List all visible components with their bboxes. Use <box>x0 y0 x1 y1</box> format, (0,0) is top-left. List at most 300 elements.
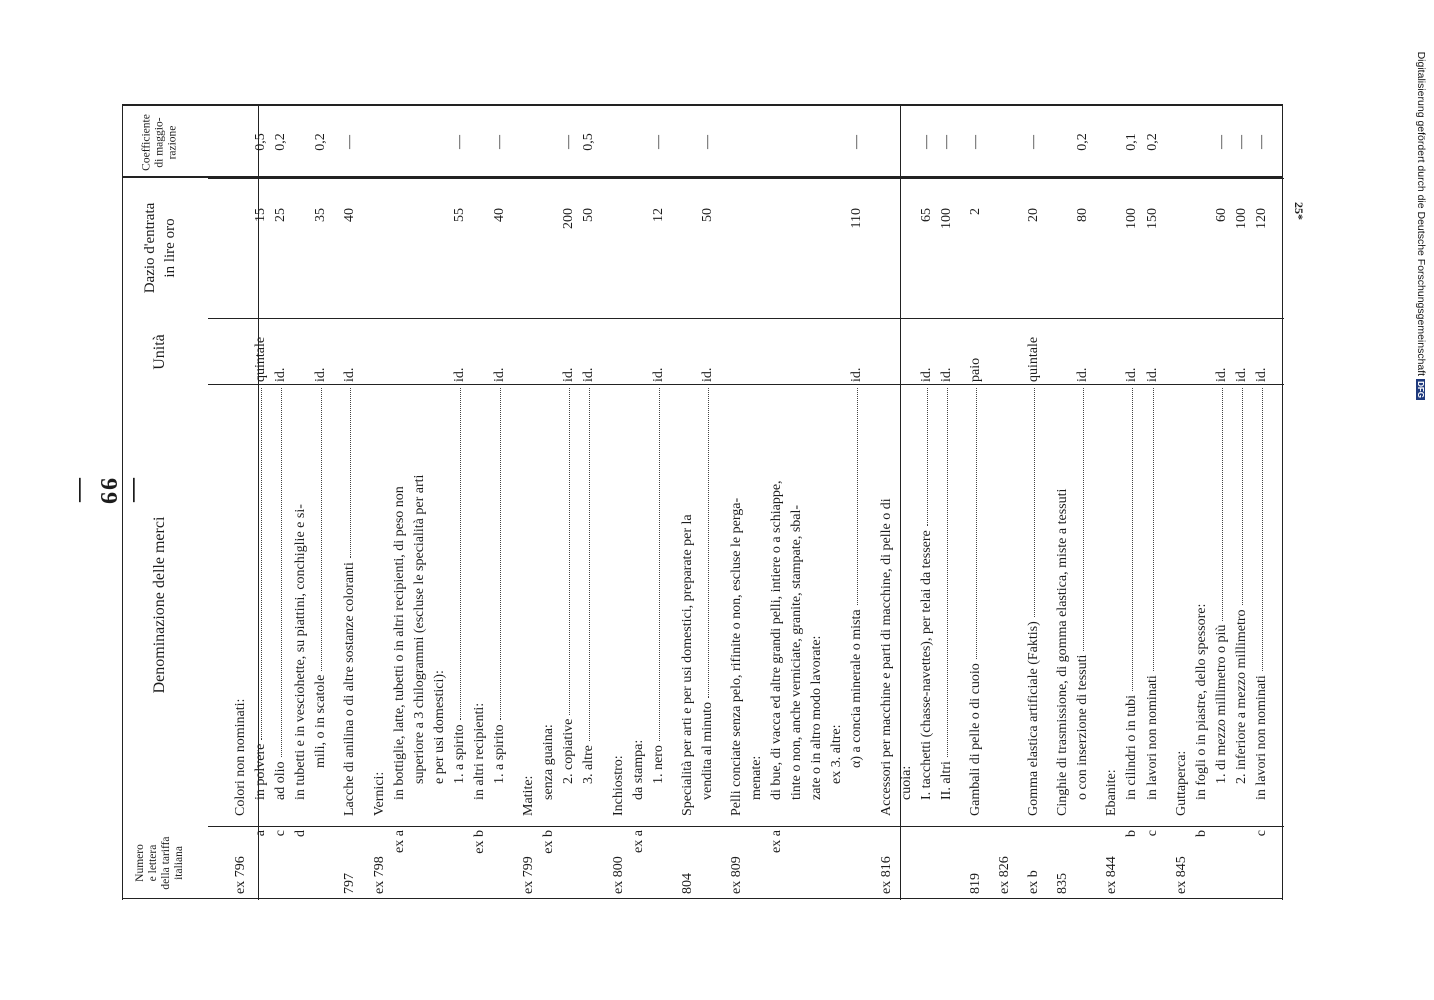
tariff-number-text: ex 816 <box>878 856 894 894</box>
tariff-number-text: 819 <box>967 873 983 894</box>
signature-mark: 25* <box>1292 202 1307 220</box>
coefficient-value <box>1234 118 1250 166</box>
goods-description-text: menate: <box>749 755 765 800</box>
tariff-number <box>997 830 1013 894</box>
duty-value <box>1124 208 1140 288</box>
coefficient-value-text: — <box>1213 135 1229 149</box>
unit-value <box>253 322 269 382</box>
tariff-number-text: ex a <box>630 830 646 853</box>
goods-description-text: in altri recipienti: <box>471 702 487 800</box>
unit-value-text: quintale <box>253 336 269 382</box>
unit-value <box>700 322 716 382</box>
tariff-number-text: d <box>293 830 309 837</box>
unit-value-text: id. <box>451 367 467 382</box>
dot-leader <box>589 388 590 741</box>
coefficient-value <box>939 118 955 166</box>
coefficient-value <box>581 118 597 166</box>
goods-description <box>452 388 468 784</box>
tariff-number-text: b <box>1193 830 1209 837</box>
duty-value-text: 35 <box>313 208 329 222</box>
goods-description <box>1214 388 1230 784</box>
goods-description-text: in cilindri o in tubi <box>1124 695 1140 800</box>
goods-description <box>1145 388 1161 800</box>
goods-description-text: in lavori non nominati <box>1144 675 1160 800</box>
coefficient-value-text: 0,2 <box>313 133 329 151</box>
goods-description-text: 1. di mezzo millimetro o più <box>1213 624 1229 784</box>
digitization-credit <box>1414 8 1428 400</box>
tariff-number <box>233 830 249 894</box>
duty-value-text: 65 <box>918 208 934 222</box>
unit-value-text: id. <box>918 367 934 382</box>
coefficient-value <box>1075 118 1091 166</box>
tariff-number <box>611 830 627 894</box>
goods-description <box>1104 388 1120 816</box>
column-rule <box>1282 104 1283 900</box>
tariff-number <box>342 830 358 894</box>
coefficient-value-text: — <box>1026 135 1042 149</box>
dot-leader <box>926 388 927 526</box>
goods-description <box>472 388 488 800</box>
unit-value <box>968 322 984 382</box>
tariff-number <box>680 830 696 894</box>
tariff-number <box>968 830 984 894</box>
tariff-number-text: ex b <box>1026 870 1042 894</box>
unit-value <box>342 322 358 382</box>
duty-value <box>849 208 865 288</box>
dot-leader <box>1034 388 1035 617</box>
coefficient-value <box>919 118 935 166</box>
tariff-number-text: ex 799 <box>521 856 537 894</box>
tariff-number-text: ex 844 <box>1104 856 1120 894</box>
duty-value-text: 50 <box>581 208 597 222</box>
goods-description <box>492 388 508 784</box>
goods-description <box>729 388 745 816</box>
goods-description-text: Gomma elastica artificiale (Faktis) <box>1026 621 1042 816</box>
duty-value <box>253 208 269 288</box>
goods-description <box>1026 388 1042 816</box>
unit-value-text: id. <box>273 367 289 382</box>
tariff-number <box>1145 830 1161 894</box>
header-dazio-line: Dazio d'entrata <box>142 202 158 294</box>
duty-value-text: 50 <box>699 208 715 222</box>
goods-description-text: tinte o non, anche verniciate, granite, stampate, sbal- <box>789 504 805 800</box>
goods-description-text: da stampa: <box>630 739 646 800</box>
goods-description-text: 1. nero <box>650 745 666 784</box>
coefficient-value <box>273 118 289 166</box>
unit-value <box>919 322 935 382</box>
unit-value <box>313 322 329 382</box>
goods-description-text: 2. inferiore a mezzo millimetro <box>1233 609 1249 784</box>
goods-description-text: vendita al minuto <box>699 702 715 800</box>
duty-value-text: 25 <box>273 208 289 222</box>
unit-value <box>1075 322 1091 382</box>
duty-value <box>561 208 577 288</box>
duty-value-text: 110 <box>849 208 865 229</box>
goods-description <box>253 388 269 800</box>
duty-value <box>968 208 984 288</box>
goods-description <box>879 388 895 816</box>
dot-leader <box>1152 388 1153 671</box>
goods-description <box>581 388 597 784</box>
goods-description <box>432 388 448 784</box>
goods-description <box>392 388 408 800</box>
goods-description <box>680 388 696 816</box>
goods-description-text: Specialità per arti e per usi domestici, preparate per la <box>679 514 695 816</box>
coefficient-value-text: — <box>1233 135 1249 149</box>
duty-value-text: 15 <box>253 208 269 222</box>
dot-leader <box>1221 388 1222 621</box>
unit-value-text: id. <box>1254 367 1269 382</box>
coefficient-value <box>651 118 667 166</box>
unit-value <box>1234 322 1250 382</box>
duty-value <box>581 208 597 288</box>
goods-description <box>313 388 329 768</box>
tariff-number-text: c <box>1254 830 1269 837</box>
goods-description-text: mili, o in scatole <box>313 674 329 768</box>
goods-description-text: Vernici: <box>371 771 387 816</box>
goods-description <box>769 388 785 800</box>
coefficient-value <box>1214 118 1230 166</box>
unit-value <box>561 322 577 382</box>
goods-description <box>561 388 577 784</box>
tariff-number <box>372 830 388 894</box>
duty-value <box>700 208 716 288</box>
goods-description <box>968 388 984 816</box>
tariff-number <box>769 830 785 894</box>
duty-value-text: 150 <box>1144 208 1160 229</box>
header-denominazione-line: Denominazione delle merci <box>151 516 168 694</box>
unit-value-text: id. <box>1233 367 1249 382</box>
tariff-number <box>1026 830 1042 894</box>
duty-value-text: 40 <box>342 208 358 222</box>
duty-value-text: 2 <box>967 208 983 215</box>
tariff-number-text: c <box>273 830 289 837</box>
tariff-number <box>1124 830 1140 894</box>
tariff-number-text: a <box>253 830 269 837</box>
coefficient-value-text: 0,5 <box>253 133 269 151</box>
coefficient-value-text: — <box>451 135 467 149</box>
duty-value <box>1075 208 1091 288</box>
goods-description-text: in lavori non nominati <box>1254 675 1269 800</box>
goods-description <box>412 388 428 784</box>
credit-text: Digitalisierung gefördert durch die Deutsche Forschungsgemeinschaft <box>1415 51 1427 377</box>
goods-description-text: I. tacchetti (chasse-navettes), per telai da tessere <box>918 530 934 800</box>
dot-leader <box>1241 388 1242 605</box>
coefficient-value-text: 0,5 <box>581 133 597 151</box>
header-unita <box>151 320 169 384</box>
goods-description <box>829 388 845 784</box>
unit-value <box>1214 322 1230 382</box>
goods-description <box>233 388 249 816</box>
coefficient-value-text: — <box>918 135 934 149</box>
coefficient-value-text: 0,2 <box>273 133 289 151</box>
coefficient-value-text: 0,1 <box>1124 133 1140 151</box>
tariff-number <box>631 830 647 894</box>
goods-description-text: Lacche di anilina o di altre sostanze coloranti <box>342 562 358 816</box>
tariff-number-text: 797 <box>342 873 358 894</box>
goods-description <box>700 388 716 800</box>
tariff-number <box>472 830 488 894</box>
duty-value <box>1026 208 1042 288</box>
coefficient-value <box>1124 118 1140 166</box>
unit-value <box>849 322 865 382</box>
goods-description <box>1254 388 1270 800</box>
duty-value <box>1254 208 1270 288</box>
unit-value-text: id. <box>1075 367 1091 382</box>
coefficient-value <box>1145 118 1161 166</box>
goods-description-text: Guttaperca: <box>1173 750 1189 816</box>
goods-description <box>651 388 667 784</box>
goods-description-text: senza guaina: <box>541 724 557 800</box>
duty-value-text: 100 <box>1233 208 1249 229</box>
coefficient-value-text: — <box>1254 135 1269 149</box>
tariff-number-text: 804 <box>679 873 695 894</box>
dot-leader <box>1083 388 1084 651</box>
tariff-number-text: ex 796 <box>233 856 248 894</box>
unit-value <box>581 322 597 382</box>
unit-value-text: id. <box>313 367 329 382</box>
goods-description <box>919 388 935 800</box>
column-separator <box>208 384 1284 385</box>
tariff-number <box>729 830 745 894</box>
coefficient-value-text: — <box>492 135 508 149</box>
goods-description-text: II. altri <box>938 761 954 800</box>
header-numero-line: italiana <box>173 846 185 880</box>
column-separator <box>208 318 1284 319</box>
coefficient-value-text: — <box>650 135 666 149</box>
coefficient-value <box>452 118 468 166</box>
unit-value <box>1026 322 1042 382</box>
unit-value-text: id. <box>561 367 577 382</box>
dot-leader <box>350 388 351 558</box>
header-numero-line: e lettera <box>147 844 159 882</box>
goods-description-text: in fogli o in piastre, dello spessore: <box>1193 603 1209 800</box>
dot-leader <box>1132 388 1133 691</box>
unit-value-text: id. <box>650 367 666 382</box>
coefficient-value-text: — <box>849 135 865 149</box>
header-unita-line: Unità <box>151 334 168 370</box>
unit-value-text: id. <box>699 367 715 382</box>
goods-description-text: in bottiglie, latte, tubetti o in altri recipienti, di peso non <box>391 486 407 800</box>
goods-description <box>1055 388 1071 816</box>
goods-description <box>749 388 765 800</box>
dot-leader <box>857 388 858 605</box>
unit-value-text: id. <box>849 367 865 382</box>
dfg-logo: DFG <box>1416 381 1426 398</box>
coefficient-value-text: — <box>938 135 954 149</box>
unit-value-text: id. <box>938 367 954 382</box>
coefficient-value <box>700 118 716 166</box>
goods-description-text: zate o in altro modo lavorate: <box>809 635 825 800</box>
unit-value-text: quintale <box>1026 336 1042 382</box>
goods-description-text: di bue, di vacca ed altre grandi pelli, intiere o a schiappe, <box>769 480 785 800</box>
tariff-number <box>879 830 895 894</box>
duty-value-text: 100 <box>1124 208 1140 229</box>
goods-description-text: 2. copiative <box>561 718 577 784</box>
goods-description-text: 3. altre <box>581 745 597 784</box>
goods-description-text: α) a concia minerale o mista <box>849 609 865 768</box>
unit-value <box>1254 322 1270 382</box>
tariff-number <box>1194 830 1210 894</box>
goods-description <box>521 388 537 816</box>
table-top-rule <box>122 104 1282 106</box>
goods-description <box>1174 388 1190 816</box>
unit-value-text: id. <box>1213 367 1229 382</box>
unit-value <box>492 322 508 382</box>
goods-description-text: o con inserzione di tessuti <box>1075 654 1091 800</box>
tariff-number-text: ex 809 <box>728 856 744 894</box>
coefficient-value-text: — <box>561 135 577 149</box>
tariff-number-text: ex 798 <box>371 856 387 894</box>
duty-value-text: 20 <box>1026 208 1042 222</box>
header-numero-line: Numero <box>134 844 146 882</box>
goods-description <box>789 388 805 800</box>
header-coefficiente-line: di maggio- <box>153 116 166 168</box>
goods-description-text: 1. a spirito <box>492 724 508 784</box>
duty-value <box>342 208 358 288</box>
dot-leader <box>946 388 947 757</box>
tariff-number-text: ex b <box>541 830 557 854</box>
duty-value <box>1234 208 1250 288</box>
goods-description-text: e per usi domestici): <box>431 670 447 784</box>
header-dazio <box>140 178 180 318</box>
tariff-number-text: b <box>1124 830 1140 837</box>
tariff-number <box>1174 830 1190 894</box>
goods-description <box>1075 388 1091 800</box>
dot-leader <box>658 388 659 741</box>
dot-leader <box>261 388 262 740</box>
duty-value-text: 120 <box>1254 208 1269 229</box>
goods-description <box>372 388 388 816</box>
duty-value <box>273 208 289 288</box>
unit-value <box>452 322 468 382</box>
goods-description-text: 1. a spirito <box>451 724 467 784</box>
goods-description <box>849 388 865 768</box>
coefficient-value <box>492 118 508 166</box>
header-numero-line: della tariffa <box>160 836 172 890</box>
goods-description-text: superiore a 3 chilogrammi (escluse le specialità per arti <box>411 474 427 784</box>
tariff-number <box>1104 830 1120 894</box>
unit-value <box>651 322 667 382</box>
duty-value <box>492 208 508 288</box>
coefficient-value-text: — <box>342 135 358 149</box>
header-denominazione <box>151 384 169 826</box>
duty-value-text: 60 <box>1213 208 1229 222</box>
duty-value-text: 100 <box>938 208 954 229</box>
unit-value <box>273 322 289 382</box>
goods-description <box>293 388 309 800</box>
goods-description <box>1234 388 1250 784</box>
coefficient-value-text: — <box>699 135 715 149</box>
goods-description-text: Cinghie di trasmissione, di gomma elastica, miste a tessuti <box>1055 488 1071 816</box>
tariff-number-text: ex 826 <box>997 856 1013 894</box>
goods-description-text: Colori non nominati: <box>233 698 248 816</box>
coefficient-value <box>1254 118 1270 166</box>
duty-value <box>939 208 955 288</box>
header-coefficiente <box>141 106 180 178</box>
goods-description <box>342 388 358 816</box>
goods-description-text: ad olio <box>273 761 289 800</box>
goods-description-text: in tubetti e in vesciohette, su piattini, conchiglie e si- <box>293 504 309 800</box>
goods-description <box>939 388 955 800</box>
dot-leader <box>459 388 460 721</box>
duty-value-text: 80 <box>1075 208 1091 222</box>
tariff-number <box>293 830 309 894</box>
tariff-number <box>253 830 269 894</box>
duty-value <box>313 208 329 288</box>
goods-description <box>899 388 915 800</box>
duty-value-text: 55 <box>451 208 467 222</box>
dot-leader <box>569 388 570 715</box>
goods-description <box>1194 388 1210 800</box>
dot-leader <box>321 388 322 671</box>
goods-description-text: in polvere <box>253 743 269 800</box>
column-rule <box>122 104 123 900</box>
goods-description-text: Gambali di pelle o di cuoio <box>967 663 983 816</box>
goods-description-text: ex 3. altre: <box>829 724 845 784</box>
goods-description <box>611 388 627 816</box>
tariff-number-text: ex a <box>769 830 785 853</box>
coefficient-value <box>561 118 577 166</box>
coefficient-value <box>253 118 269 166</box>
dot-leader <box>500 388 501 721</box>
dot-leader <box>1262 388 1263 671</box>
duty-value <box>1214 208 1230 288</box>
unit-value-text: id. <box>1144 367 1160 382</box>
goods-description-text: Matite: <box>521 775 537 816</box>
tariff-number <box>541 830 557 894</box>
tariff-number <box>1055 830 1071 894</box>
header-coefficiente-line: razione <box>166 125 179 159</box>
duty-value <box>919 208 935 288</box>
table-bottom-rule <box>122 898 1282 899</box>
tariff-number-text: 835 <box>1055 873 1071 894</box>
goods-description-text: Accessori per macchine e parti di macchine, di pelle o di <box>878 498 894 816</box>
header-dazio-line: in lire oro <box>162 218 178 278</box>
column-separator <box>208 826 1284 827</box>
tariff-number-text: ex a <box>391 830 407 853</box>
goods-description-text: Inchiostro: <box>610 755 626 816</box>
unit-value-text: paio <box>967 357 983 382</box>
duty-value <box>452 208 468 288</box>
tariff-number-text: ex b <box>471 830 487 854</box>
coefficient-value <box>968 118 984 166</box>
duty-value <box>651 208 667 288</box>
unit-value <box>1124 322 1140 382</box>
coefficient-value-text: 0,2 <box>1144 133 1160 151</box>
goods-description-text: Pelli conciate senza pelo, rifinite o non, escluse le perga- <box>728 497 744 816</box>
goods-description-text: cuoia: <box>898 765 914 800</box>
unit-value <box>1145 322 1161 382</box>
coefficient-value <box>849 118 865 166</box>
goods-description <box>631 388 647 800</box>
coefficient-value <box>342 118 358 166</box>
tariff-number <box>392 830 408 894</box>
tariff-number <box>521 830 537 894</box>
coefficient-value-text: — <box>967 135 983 149</box>
unit-value-text: id. <box>492 367 508 382</box>
coefficient-value-text: 0,2 <box>1075 133 1091 151</box>
coefficient-value <box>313 118 329 166</box>
coefficient-value <box>1026 118 1042 166</box>
duty-value-text: 40 <box>492 208 508 222</box>
unit-value-text: id. <box>1124 367 1140 382</box>
unit-value <box>939 322 955 382</box>
unit-value-text: id. <box>342 367 358 382</box>
tariff-number <box>1254 830 1270 894</box>
tariff-number-text: ex 845 <box>1173 856 1189 894</box>
duty-value-text: 12 <box>650 208 666 222</box>
